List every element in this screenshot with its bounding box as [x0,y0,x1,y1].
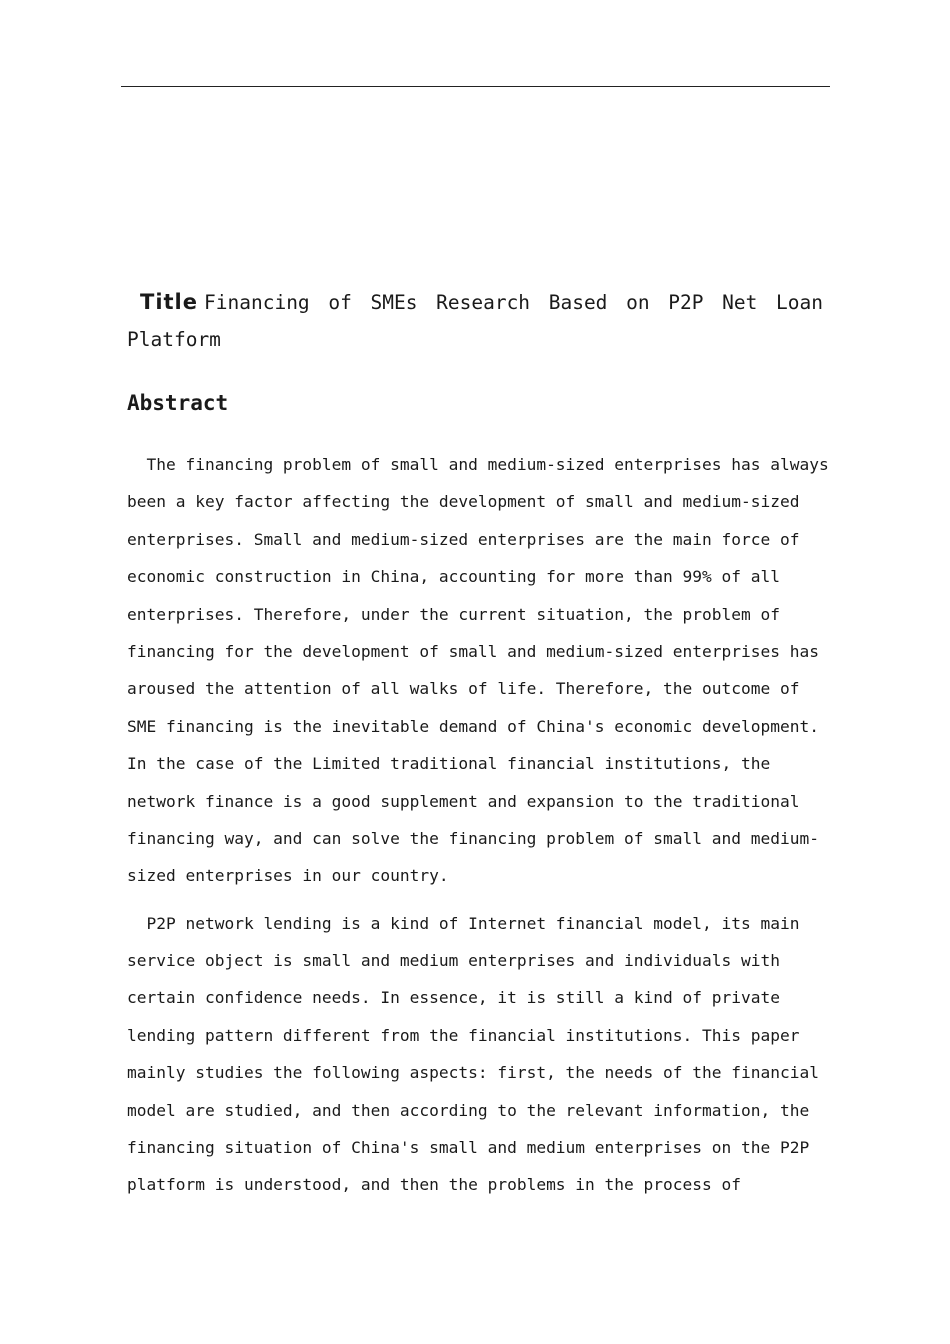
header-rule [121,86,830,87]
text-line: sized enterprises in our country. [127,866,449,886]
abstract-heading: Abstract [127,391,229,415]
text-line: P2P network lending is a kind of Internet financial model, its main [127,913,800,933]
text-line: enterprises. Therefore, under the current situation, the problem of [127,604,780,624]
text-line: The financing problem of small and medium-sized enterprises has always [127,455,829,474]
text-line: network finance is a good supplement and expansion to the traditional [127,791,800,811]
text-line: platform is understood, and then the problems in the process of [127,1175,741,1195]
paper-title [127,284,823,358]
text-line: model are studied, and then according to the relevant information, the [127,1100,810,1120]
text-line: financing for the development of small and medium-sized enterprises has [127,641,819,661]
text-line: been a key factor affecting the development of small and medium-sized [127,492,800,512]
text-line: economic construction in China, accounting for more than 99% of all [127,567,780,587]
abstract-paragraph-1 [127,446,827,895]
title-label: Title [140,290,199,314]
abstract-paragraph-2 [127,905,827,1204]
text-line: mainly studies the following aspects: first, the needs of the financial [127,1063,819,1083]
text-line: lending pattern different from the financial institutions. This paper [127,1025,800,1045]
text-line: In the case of the Limited traditional financial institutions, the [127,754,771,774]
text-line: SME financing is the inevitable demand of China's economic development. [127,716,819,736]
text-line: financing situation of China's small and medium enterprises on the P2P [127,1138,810,1158]
title-text: Financing of SMEs Research Based on P2P Net Loan Platform [127,291,823,351]
text-line: certain confidence needs. In essence, it is still a kind of private [127,988,780,1008]
text-line: service object is small and medium enterprises and individuals with [127,951,780,971]
text-line: financing way, and can solve the financing problem of small and medium- [127,828,819,848]
text-line: enterprises. Small and medium-sized enterprises are the main force of [127,529,800,549]
abstract-body [127,446,827,1214]
text-line: aroused the attention of all walks of life. Therefore, the outcome of [127,679,800,699]
